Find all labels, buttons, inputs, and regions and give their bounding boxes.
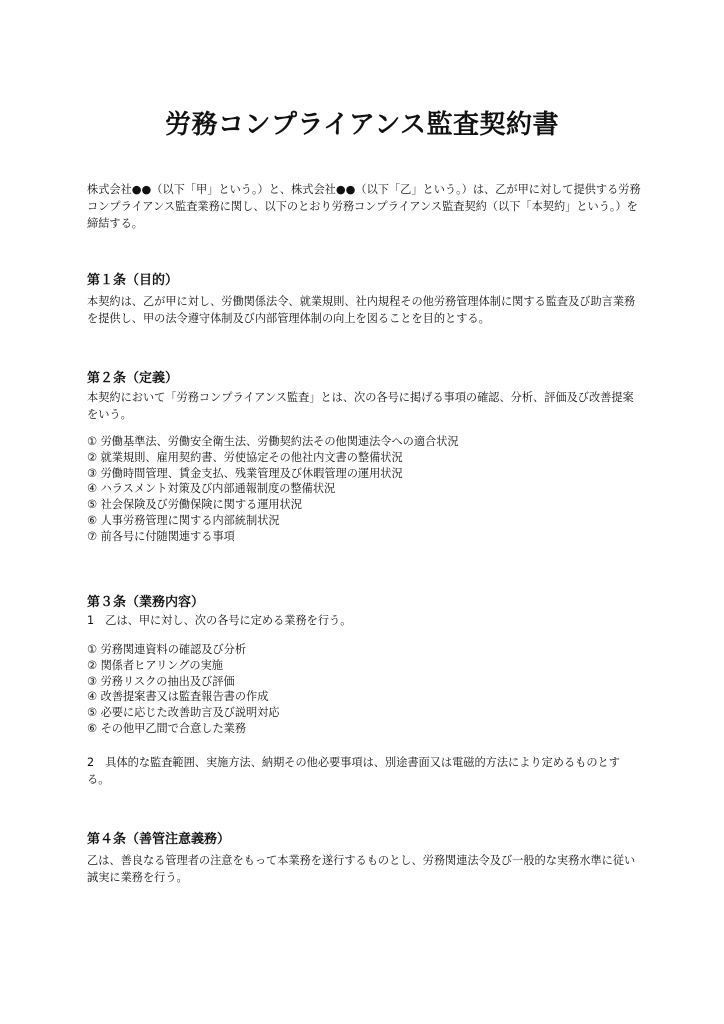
article-4-body: 乙は、善良なる管理者の注意をもって本業務を遂行するものとし、労務関連法令及び一般的な実務水準に従い誠実に業務を行う。 <box>87 854 636 884</box>
list-item: ⑥ 人事労務管理に関する内部統制状況 <box>87 513 280 527</box>
list-item: ③ 労働時間管理、賃金支払、残業管理及び休暇管理の運用状況 <box>87 466 403 480</box>
article-3-list <box>87 642 642 737</box>
article-1-body: 本契約は、乙が甲に対し、労働関係法令、就業規則、社内規程その他労務管理体制に関する監査及び助言業務を提供し、甲の法令遵守体制及び内部管理体制の向上を図ることを目的とする。 <box>87 295 636 325</box>
article-3-clause-1: 1 乙は、甲に対し、次の各号に定める業務を行う。 <box>87 614 352 627</box>
list-item: ③ 労務リスクの抽出及び評価 <box>87 674 235 688</box>
article-3-clause-2: 2 具体的な監査範囲、実施方法、納期その他必要事項は、別途書面又は電磁的方法により定めるものとする。 <box>87 756 620 786</box>
list-item: ② 就業規則、雇用契約書、労使協定その他社内文書の整備状況 <box>87 450 403 464</box>
list-item: ⑦ 前各号に付随関連する事項 <box>87 529 235 543</box>
preamble-paragraph: 株式会社●●（以下「甲」という。）と、株式会社●●（以下「乙」という。）は、乙が甲に対して提供する労務コンプライアンス監査業務に関し、以下のとおり労務コンプライアンス監査契約（以下「本契約」という。）を締結する。 <box>87 183 641 230</box>
list-item: ② 関係者ヒアリングの実施 <box>87 658 223 672</box>
list-item: ⑤ 必要に応じた改善助言及び説明対応 <box>87 706 280 720</box>
article-1-heading: 第１条（目的） <box>87 273 179 288</box>
article-2-heading: 第２条（定義） <box>87 371 179 386</box>
list-item: ④ 改善提案書又は監査報告書の作成 <box>87 690 269 704</box>
list-item: ④ ハラスメント対策及び内部通報制度の整備状況 <box>87 482 336 496</box>
list-item: ⑥ その他甲乙間で合意した業務 <box>87 721 247 735</box>
article-4-heading: 第４条（善管注意義務） <box>87 832 231 847</box>
list-item: ① 労務関連資料の確認及び分析 <box>87 643 247 656</box>
article-2-body: 本契約において「労務コンプライアンス監査」とは、次の各号に掲げる事項の確認、分析、評価及び改善提案をいう。 <box>87 391 634 421</box>
list-item: ⑤ 社会保険及び労働保険に関する運用状況 <box>87 498 302 512</box>
document-title: 労務コンプライアンス監査契約書 <box>164 110 560 140</box>
article-2-list <box>87 434 642 545</box>
list-item: ① 労働基準法、労働安全衛生法、労働契約法その他関連法令への適合状況 <box>87 435 459 448</box>
article-3-heading: 第３条（業務内容） <box>87 595 205 610</box>
